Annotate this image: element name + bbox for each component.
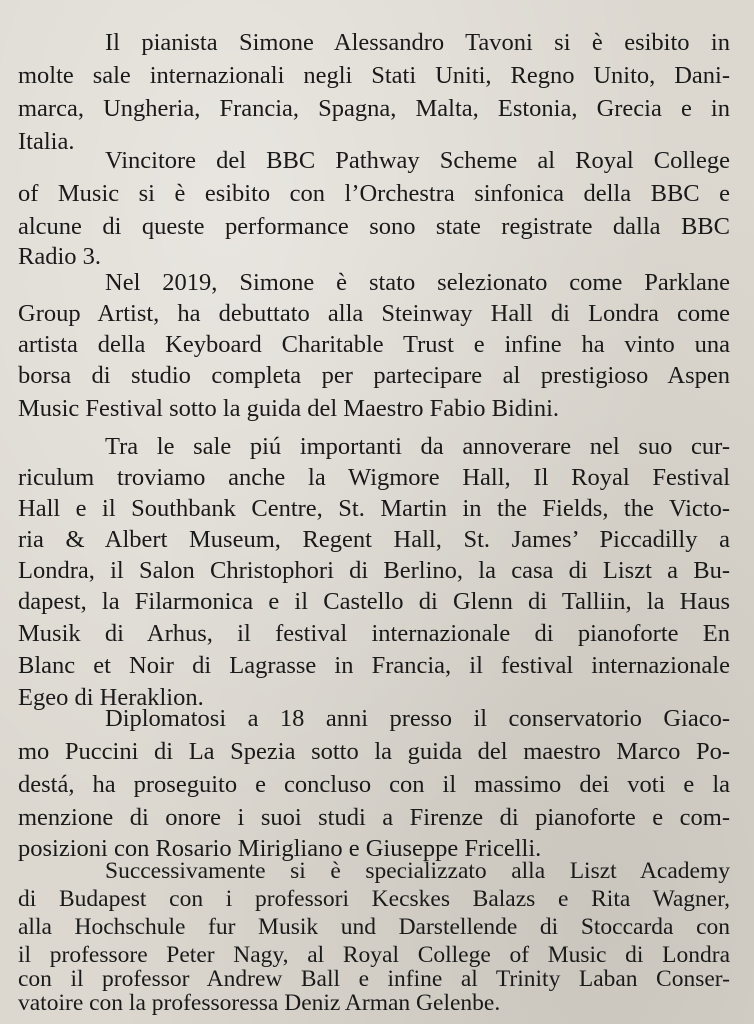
paragraph-4-line-4: ria & Albert Museum, Regent Hall, St. James’ Piccadilly a <box>18 526 730 553</box>
paragraph-4-line-1: Tra le sale piú importanti da annoverare nel suo cur- <box>105 433 730 460</box>
paragraph-4-line-3: Hall e il Southbank Centre, St. Martin in the Fields, the Victo- <box>18 495 730 522</box>
paragraph-1-line-1: Il pianista Simone Alessandro Tavoni si è esibito in <box>105 29 730 56</box>
paragraph-3-line-3: artista della Keyboard Charitable Trust e infine ha vinto una <box>18 331 730 358</box>
paragraph-2-line-2: of Music si è esibito con l’Orchestra sinfonica della BBC e <box>18 180 730 207</box>
paragraph-1-line-4: Italia. <box>18 128 75 155</box>
paragraph-4-line-5: Londra, il Salon Christophori di Berlino, la casa di Liszt a Bu- <box>18 557 730 584</box>
paragraph-2-line-1: Vincitore del BBC Pathway Scheme al Royal College <box>105 147 730 174</box>
paragraph-5-line-3: destá, ha proseguito e concluso con il massimo dei voti e la <box>18 771 730 798</box>
paragraph-3-line-4: borsa di studio completa per partecipare al prestigioso Aspen <box>18 362 730 389</box>
paragraph-5-line-2: mo Puccini di La Spezia sotto la guida del maestro Marco Po- <box>18 738 730 765</box>
paragraph-6-line-2: di Budapest con i professori Kecskes Balazs e Rita Wagner, <box>18 886 730 912</box>
paragraph-4-line-2: riculum troviamo anche la Wigmore Hall, Il Royal Festival <box>18 464 730 491</box>
paragraph-3-line-5: Music Festival sotto la guida del Maestro Fabio Bidini. <box>18 395 559 422</box>
paragraph-4-line-7: Musik di Arhus, il festival internazionale di pianoforte En <box>18 620 730 647</box>
paragraph-3-line-1: Nel 2019, Simone è stato selezionato come Parklane <box>105 269 730 296</box>
paragraph-4-line-8: Blanc et Noir di Lagrasse in Francia, il festival internazionale <box>18 652 730 679</box>
paragraph-6-line-4: il professore Peter Nagy, al Royal College of Music di Londra <box>18 942 730 968</box>
paragraph-3-line-2: Group Artist, ha debuttato alla Steinway Hall di Londra come <box>18 300 730 327</box>
paragraph-6-line-3: alla Hochschule fur Musik und Darstellende di Stoccarda con <box>18 914 730 940</box>
paragraph-5-line-5: posizioni con Rosario Mirigliano e Giuseppe Fricelli. <box>18 835 542 862</box>
paragraph-2-line-4: Radio 3. <box>18 243 102 270</box>
paragraph-5-line-1: Diplomatosi a 18 anni presso il conservatorio Giaco- <box>105 705 730 732</box>
paragraph-6-line-5: con il professor Andrew Ball e infine al Trinity Laban Conser- <box>18 966 730 992</box>
paragraph-2-line-3: alcune di queste performance sono state registrate dalla BBC <box>18 213 730 240</box>
paragraph-4-line-6: dapest, la Filarmonica e il Castello di Glenn di Talliin, la Haus <box>18 588 730 615</box>
paragraph-1-line-3: marca, Ungheria, Francia, Spagna, Malta, Estonia, Grecia e in <box>18 95 730 122</box>
paragraph-6-line-6: vatoire con la professoressa Deniz Arman Gelenbe. <box>18 990 501 1016</box>
paragraph-1-line-2: molte sale internazionali negli Stati Uniti, Regno Unito, Dani- <box>18 62 730 89</box>
paragraph-4-line-9: Egeo di Heraklion. <box>18 684 204 711</box>
paragraph-6-line-1: Successivamente si è specializzato alla Liszt Academy <box>105 858 730 884</box>
paragraph-5-line-4: menzione di onore i suoi studi a Firenze di pianoforte e com- <box>18 804 730 831</box>
